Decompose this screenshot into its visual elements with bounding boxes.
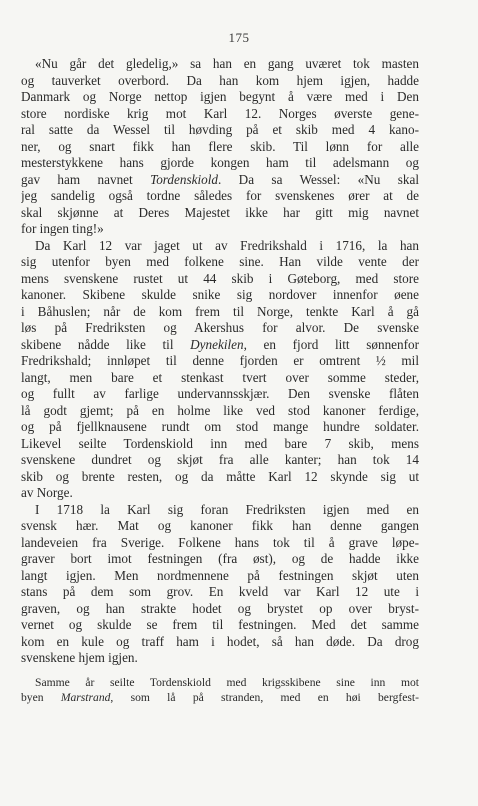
- text-line: «Nu går det gledelig,» sa han en gang uværet tok masten: [35, 56, 419, 71]
- text-line: kom en kule og traff ham i hodet, så han døde. Da drog: [21, 633, 419, 649]
- text-line: Fredrikshald; innløpet til denne fjorden er omtrent ½ mil: [21, 353, 419, 368]
- text-line: sig utenfor byen med folkene sine. Han vilde vente der: [21, 254, 419, 269]
- text-line: graver bort imot festningen (fra øst), og de hadde ikke: [21, 551, 419, 566]
- body-text: [21, 56, 419, 705]
- text-line: store nordiske krig mot Karl 12. Norges øverste gene-: [21, 105, 419, 121]
- paragraph-spacer: [21, 667, 419, 675]
- text-line: langt igjen. Men nordmennene på festningen skjøt uten: [21, 567, 419, 583]
- paragraph: [21, 238, 419, 502]
- text-line: jeg sandelig også tordne således for svenskenes ører at de: [21, 188, 419, 203]
- text-line: av Norge.: [21, 485, 73, 500]
- text-line: byen Marstrand, som lå på stranden, med en høi bergfest-: [21, 690, 419, 704]
- text-line: svenskene hjem igjen.: [21, 650, 138, 665]
- text-line: graven, og han strakte hodet og brystet op over bryst-: [21, 600, 419, 616]
- text-line: ner, og snart fikk han flere skib. Til lønn for alle: [21, 138, 419, 154]
- text-line: svensk hær. Mat og kanoner fikk han denne gangen: [21, 518, 419, 533]
- text-line: Da Karl 12 var jaget ut av Fredrikshald i 1716, la han: [35, 237, 419, 253]
- text-line: langt, men bare et stenkast tvert over somme steder,: [21, 369, 419, 385]
- text-line: og på fjellknausene rundt om stod mange hundre soldater.: [21, 419, 419, 434]
- text-line: mesterstykkene hans gjorde kongen ham til adelsmann og: [21, 155, 419, 170]
- text-line: ral satte da Wessel til høvding på et skib med 4 kano-: [21, 122, 419, 137]
- text-line: skal skjønne at Deres Majestet ikke har gitt mig navnet: [21, 204, 419, 220]
- paragraph: [21, 502, 419, 667]
- paragraph: [21, 56, 419, 238]
- text-line: lå godt gjemt; på en holme like ved stod kanoner ferdige,: [21, 402, 419, 418]
- text-line: landeveien fra Sverige. Folkene hans tok til å grave løpe-: [21, 534, 419, 550]
- paragraph-small: [21, 675, 419, 705]
- text-line: Samme år seilte Tordenskiold med krigsskibene sine inn mot: [35, 675, 419, 689]
- text-line: svenskene dundret og skjøt fra alle kanter; han tok 14: [21, 452, 419, 467]
- page-number: 175: [228, 30, 250, 45]
- text-line: i Båhuslen; når de kom frem til Norge, tenkte Karl å gå: [21, 303, 419, 319]
- text-line: for ingen ting!»: [21, 221, 104, 236]
- text-line: skib og brente resten, og da måtte Karl 12 skynde sig ut: [21, 468, 419, 484]
- text-line: og tauverket overbord. Da han kom hjem igjen, hadde: [21, 72, 419, 88]
- text-line: skibene nådde like til Dynekilen, en fjord litt sønnenfor: [21, 336, 419, 352]
- text-line: I 1718 la Karl sig foran Fredriksten igjen med en: [35, 501, 419, 517]
- text-line: løs på Fredriksten og Akershus for alvor. De svenske: [21, 320, 419, 335]
- text-line: Likevel seilte Tordenskiold inn med bare 7 skib, mens: [21, 435, 419, 451]
- text-line: stans på dem som grov. En kveld var Karl 12 ute i: [21, 584, 419, 599]
- text-line: gav ham navnet Tordenskiold. Da sa Wessel: «Nu skal: [21, 171, 419, 187]
- text-line: og fullt av farlige undervannsskjær. Den svenske flåten: [21, 386, 419, 401]
- text-line: mens svenskene rustet ut 44 skib i Gøteborg, med store: [21, 270, 419, 286]
- text-line: vernet og skulde se frem til festningen. Med det samme: [21, 617, 419, 632]
- text-line: kanoner. Skibene skulde snike sig nordover innenfor øene: [21, 287, 419, 302]
- text-line: Danmark og Norge nettop igjen begynt å være med i Den: [21, 89, 419, 104]
